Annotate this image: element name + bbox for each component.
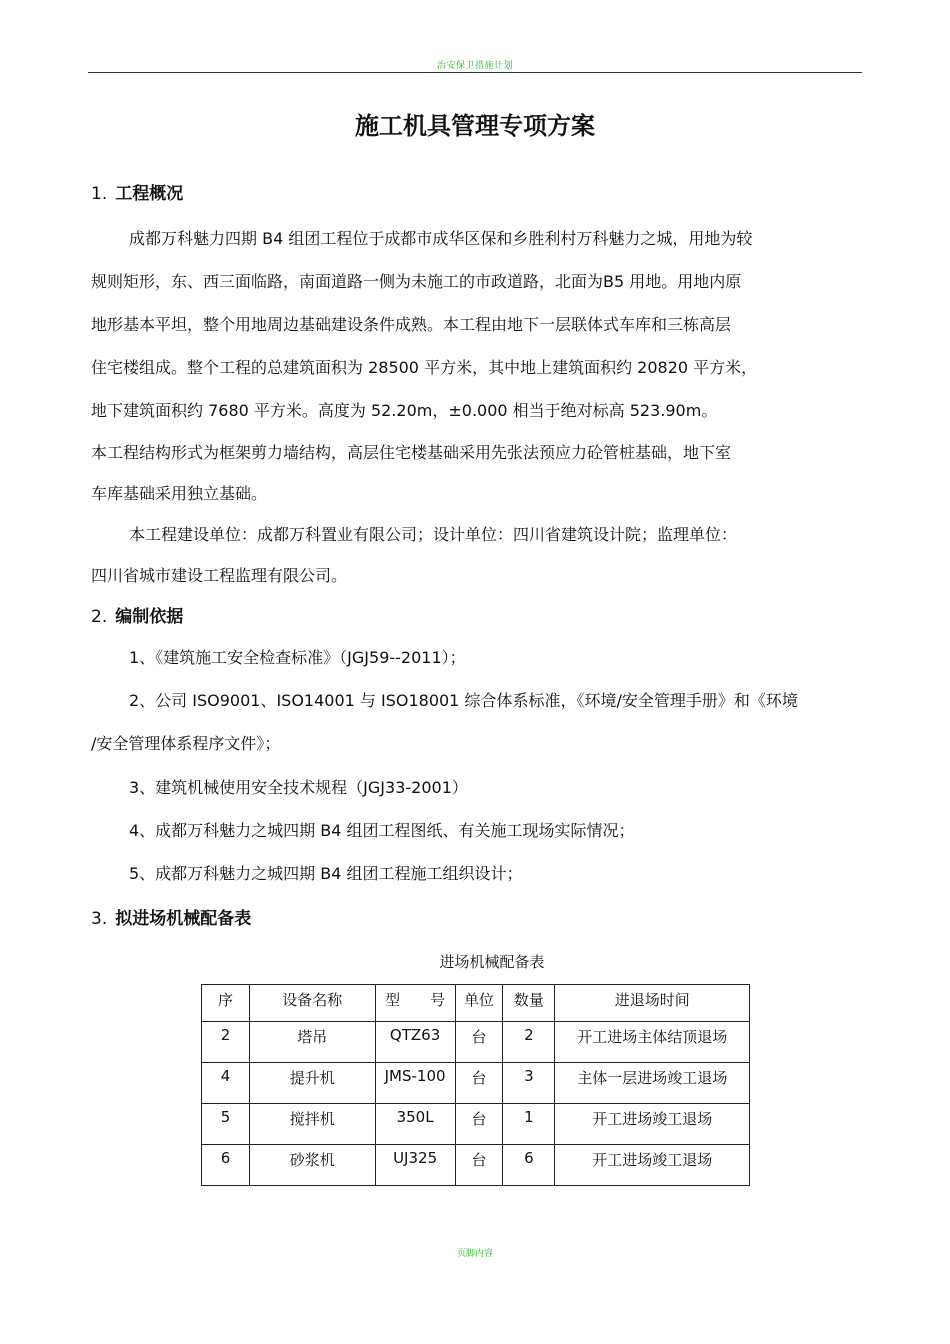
section-heading-2 — [91, 602, 183, 627]
column-header: 进退场时间 — [555, 985, 750, 1022]
paragraph-line: 本工程建设单位：成都万科置业有限公司；设计单位：四川省建筑设计院；监理单位： — [129, 525, 738, 544]
paragraph-line: 地形基本平坦，整个用地周边基础建设条件成熟。本工程由地下一层联体式车库和三栋高层 — [91, 315, 732, 334]
paragraph-line: 住宅楼组成。整个工程的总建筑面积为 28500 平方米，其中地上建筑面积约 20820 平方米， — [91, 358, 758, 377]
paragraph-line: 规则矩形，东、西三面临路，南面道路一侧为未施工的市政道路，北面为B5 用地。用地内原 — [91, 272, 742, 291]
section-title: 拟进场机械配备表 — [115, 909, 252, 929]
table-cell: 台 — [455, 1104, 503, 1145]
header-rule — [88, 72, 862, 73]
page-title: 施工机具管理专项方案 — [355, 112, 595, 140]
table-cell: 4 — [202, 1063, 250, 1104]
table-cell: 2 — [503, 1022, 555, 1063]
table-cell: 开工进场竣工退场 — [555, 1145, 750, 1186]
column-header: 数量 — [503, 985, 555, 1022]
table-row — [202, 1022, 750, 1063]
section-heading-1 — [91, 179, 183, 204]
table-cell: 6 — [202, 1145, 250, 1186]
table-header-row — [202, 985, 750, 1022]
section-number: 1. — [91, 184, 108, 204]
table-cell: 开工进场竣工退场 — [555, 1104, 750, 1145]
paragraph-line: 地下建筑面积约 7680 平方米。高度为 52.20m，±0.000 相当于绝对标高 523.90m。 — [91, 401, 718, 420]
table-cell: 搅拌机 — [249, 1104, 375, 1145]
paragraph-line: 四川省城市建设工程监理有限公司。 — [91, 566, 348, 585]
table-caption: 进场机械配备表 — [439, 953, 545, 971]
table-cell: 主体一层进场竣工退场 — [555, 1063, 750, 1104]
paragraph-line: 本工程结构形式为框架剪力墙结构，高层住宅楼基础采用先张法预应力砼管桩基础，地下室 — [91, 443, 732, 462]
paragraph-line: 车库基础采用独立基础。 — [91, 484, 268, 503]
paragraph-line: 成都万科魅力四期 B4 组团工程位于成都市成华区保和乡胜利村万科魅力之城，用地为较 — [129, 229, 753, 248]
table-row — [202, 1063, 750, 1104]
table-cell: 塔吊 — [249, 1022, 375, 1063]
table-cell: 提升机 — [249, 1063, 375, 1104]
section-title: 编制依据 — [115, 607, 184, 627]
table-cell: 开工进场主体结顶退场 — [555, 1022, 750, 1063]
basis-item: 4、成都万科魅力之城四期 B4 组团工程图纸、有关施工现场实际情况； — [129, 821, 635, 840]
column-header: 单位 — [455, 985, 503, 1022]
section-number: 3. — [91, 909, 108, 929]
header-watermark: 治安保卫措施计划 — [436, 61, 513, 71]
equipment-table — [201, 984, 750, 1186]
footer-watermark: 页脚内容 — [456, 1249, 493, 1259]
basis-item: 3、建筑机械使用安全技术规程（JGJ33-2001） — [129, 778, 468, 797]
table-cell: 1 — [503, 1104, 555, 1145]
basis-item: /安全管理体系程序文件》； — [91, 734, 281, 753]
table-cell: JMS-100 — [375, 1063, 455, 1104]
basis-item: 2、公司 ISO9001、ISO14001 与 ISO18001 综合体系标准，《环境/安全管理手册》和《环境 — [129, 691, 798, 710]
basis-item: 1、《建筑施工安全检查标准》（JGJ59--2011）； — [129, 648, 466, 667]
section-title: 工程概况 — [115, 184, 184, 204]
table-cell: UJ325 — [375, 1145, 455, 1186]
basis-item: 5、成都万科魅力之城四期 B4 组团工程施工组织设计； — [129, 864, 523, 883]
table-cell: 5 — [202, 1104, 250, 1145]
table-cell: 台 — [455, 1063, 503, 1104]
table-cell: 6 — [503, 1145, 555, 1186]
table-cell: 台 — [455, 1022, 503, 1063]
table-row — [202, 1145, 750, 1186]
section-heading-3 — [91, 904, 251, 929]
table-cell: 2 — [202, 1022, 250, 1063]
table-cell: 350L — [375, 1104, 455, 1145]
section-number: 2. — [91, 607, 108, 627]
table-cell: 3 — [503, 1063, 555, 1104]
column-header: 设备名称 — [249, 985, 375, 1022]
column-header: 序 — [202, 985, 250, 1022]
table-row — [202, 1104, 750, 1145]
table-cell: 砂浆机 — [249, 1145, 375, 1186]
table-cell: QTZ63 — [375, 1022, 455, 1063]
column-header: 型 号 — [375, 985, 455, 1022]
table-cell: 台 — [455, 1145, 503, 1186]
